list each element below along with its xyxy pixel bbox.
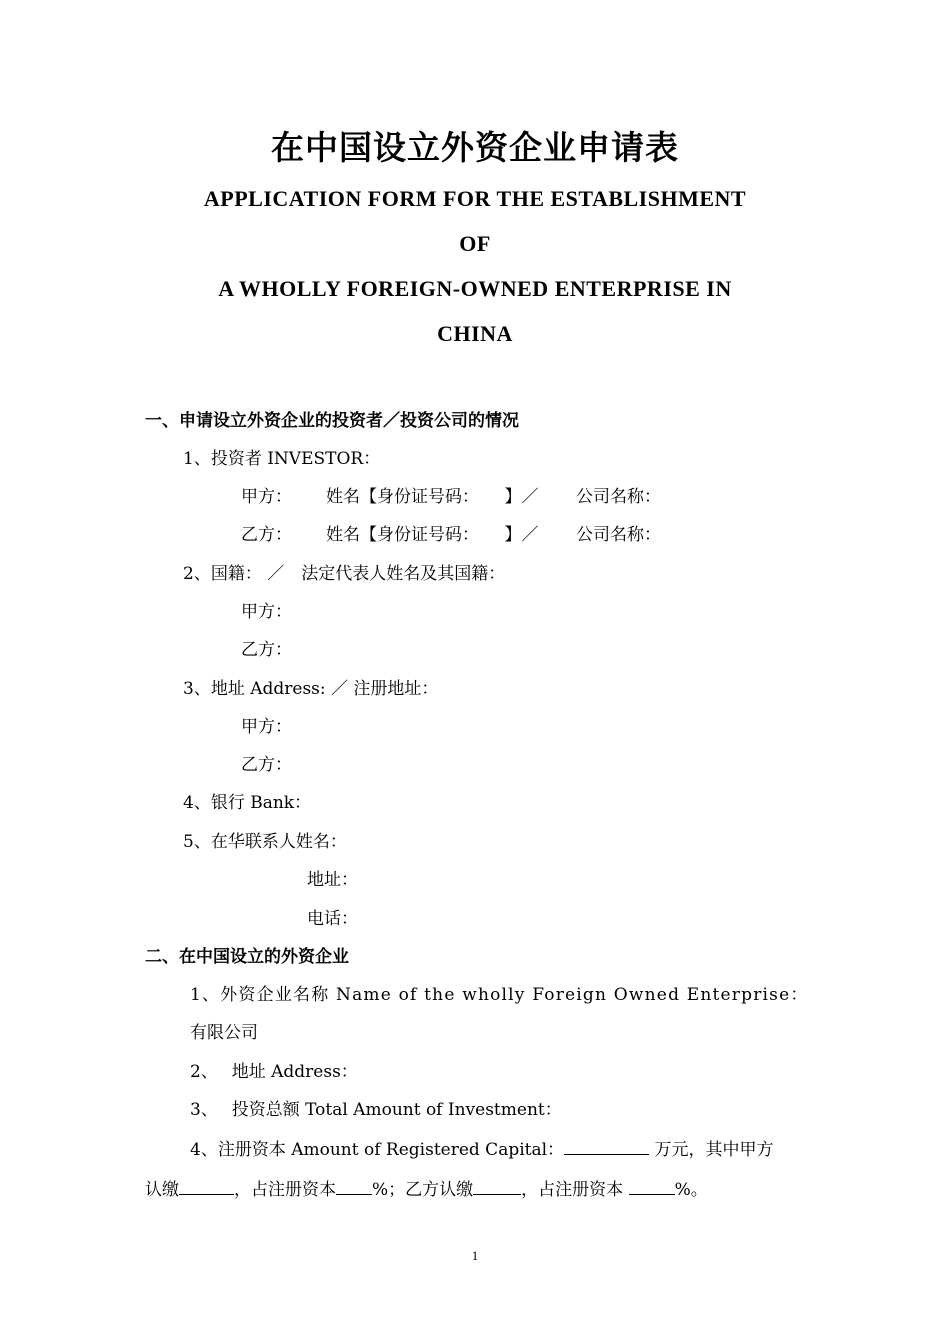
registered-capital-label: 4、注册资本 Amount of Registered Capital： xyxy=(190,1140,565,1160)
party-b-label: 乙方： xyxy=(241,525,292,545)
party-b-subscription-blank[interactable] xyxy=(473,1176,521,1195)
page-number: 1 xyxy=(471,1248,479,1263)
party-a-subscription-label: 认缴 xyxy=(145,1180,179,1200)
nationality-party-a: 甲方： xyxy=(241,602,292,622)
section-1-heading: 一、申请设立外资企业的投资者／投资公司的情况 xyxy=(145,411,519,431)
party-a-label: 甲方： xyxy=(241,487,292,507)
nationality-party-b: 乙方： xyxy=(241,640,292,660)
party-a-share-label: ，占注册资本 xyxy=(234,1180,336,1200)
english-title-line-4: CHINA xyxy=(437,321,513,346)
investor-label: 1、投资者 INVESTOR： xyxy=(183,449,381,469)
address-label: 3、地址 Address: ／ 注册地址： xyxy=(183,679,439,699)
total-investment-label: 3、 投资总额 Total Amount of Investment： xyxy=(190,1100,562,1120)
english-title-line-1: APPLICATION FORM FOR THE ESTABLISHMENT xyxy=(203,186,747,211)
contact-phone-label: 电话： xyxy=(307,909,358,929)
party-b-subscription-label: %；乙方认缴 xyxy=(372,1180,474,1200)
address-party-b: 乙方： xyxy=(241,755,292,775)
bank-label: 4、银行 Bank： xyxy=(183,793,312,813)
registered-capital-line xyxy=(190,1136,773,1162)
contact-address-label: 地址： xyxy=(307,870,358,890)
english-title-line-2: OF xyxy=(459,231,491,256)
party-a-name-id: 姓名【身份证号码： 】／ xyxy=(326,487,539,507)
party-a-company-name: 公司名称： xyxy=(576,487,661,507)
registered-capital-unit: 万元，其中甲方 xyxy=(654,1140,774,1160)
china-contact-label: 5、在华联系人姓名： xyxy=(183,832,347,852)
party-a-share-blank[interactable] xyxy=(336,1176,372,1195)
enterprise-name-suffix: 有限公司 xyxy=(190,1023,258,1043)
registered-capital-blank[interactable] xyxy=(564,1136,649,1155)
address-party-a: 甲方： xyxy=(241,717,292,737)
party-b-name-id: 姓名【身份证号码： 】／ xyxy=(326,525,539,545)
nationality-label: 2、国籍： ／ 法定代表人姓名及其国籍： xyxy=(183,564,506,584)
party-b-share-blank[interactable] xyxy=(629,1176,675,1195)
party-b-share-label: ，占注册资本 xyxy=(521,1180,624,1200)
capital-subscription-line xyxy=(145,1176,708,1202)
enterprise-name-label: 1、外资企业名称 Name of the wholly Foreign Owned Enterprise： xyxy=(190,985,809,1005)
english-title-line-3: A WHOLLY FOREIGN-OWNED ENTERPRISE IN xyxy=(218,276,732,301)
party-a-subscription-blank[interactable] xyxy=(179,1176,234,1195)
section-2-heading: 二、在中国设立的外资企业 xyxy=(145,947,349,967)
enterprise-address-label: 2、 地址 Address： xyxy=(190,1062,358,1082)
party-b-company-name: 公司名称： xyxy=(576,525,661,545)
page-title: 在中国设立外资企业申请表 xyxy=(271,128,679,167)
percent-end: %。 xyxy=(674,1180,708,1200)
